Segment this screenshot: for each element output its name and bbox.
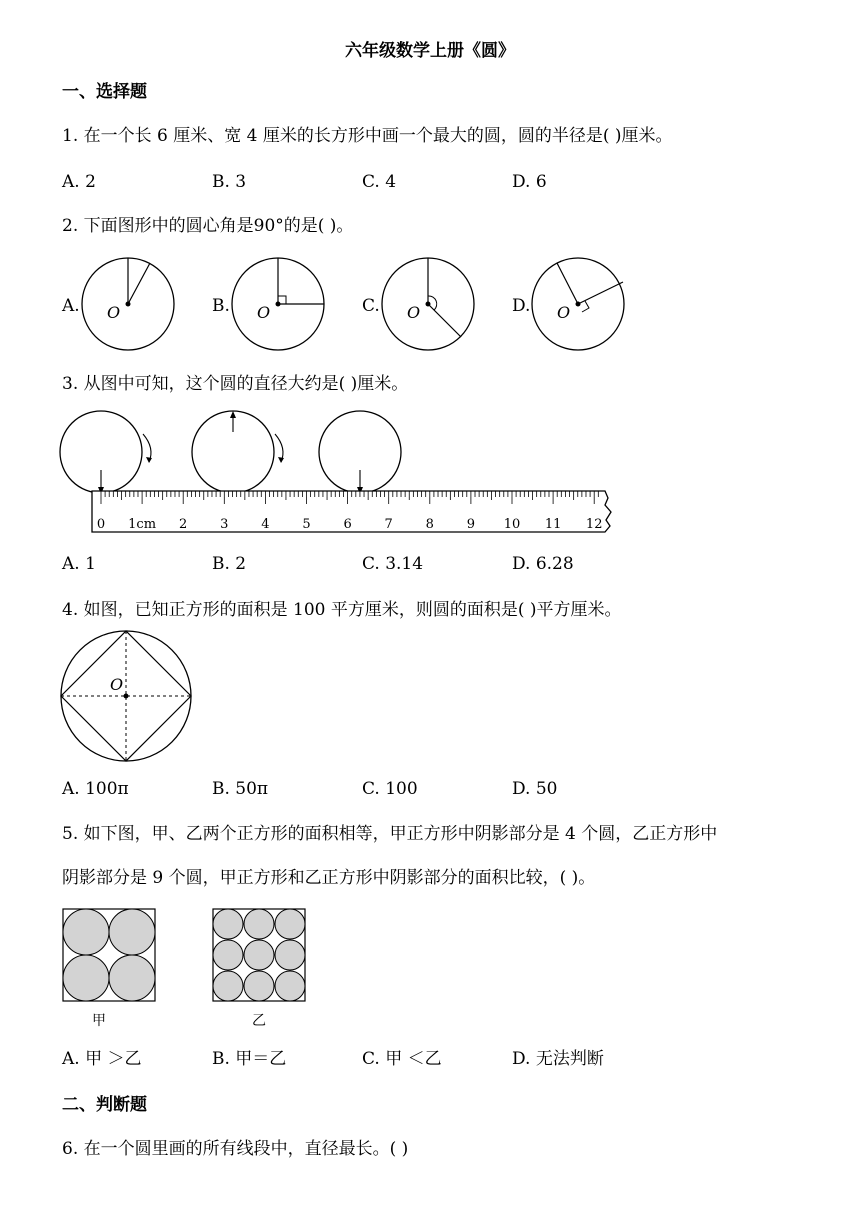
ruler-tick-label: 0 [96,517,106,532]
question-3-option-c[interactable]: C. 3.14 [362,554,424,574]
question-6-text: 6. 在一个圆里画的所有线段中，直径最长。( ) [62,1139,409,1159]
question-5-label-yi: 乙 [252,1013,266,1029]
question-5-square-jia [62,908,158,1004]
ruler-tick-label: 9 [466,517,476,532]
ruler-tick-label: 8 [425,517,434,532]
question-2-figure-c [380,256,480,356]
question-5-text-line-1: 5. 如下图，甲、乙两个正方形的面积相等，甲正方形中阴影部分是 4 个圆，乙正方形中 [62,824,718,844]
question-2-figure-d [530,256,630,356]
question-3-option-a[interactable]: A. 1 [62,554,96,574]
question-1-text: 1. 在一个长 6 厘米、宽 4 厘米的长方形中画一个最大的圆，圆的半径是( )厘米。 [62,126,673,146]
question-2-figure-label-a[interactable]: A. [62,296,80,316]
question-4-text: 4. 如图，已知正方形的面积是 100 平方厘米，则圆的面积是( )平方厘米。 [62,600,622,620]
question-4-option-a[interactable]: A. 100π [62,779,129,799]
section-heading-choice: 一、选择题 [62,82,147,102]
ruler-tick-label: 5 [302,517,311,532]
question-4-option-b[interactable]: B. 50π [212,779,269,799]
question-5-option-a[interactable]: A. 甲 ＞乙 [62,1049,142,1069]
question-5-square-yi [212,908,308,1004]
ruler-tick-label: 12 [585,517,603,532]
center-label: O [257,303,271,322]
ruler-tick-label: 4 [261,517,270,532]
center-label: O [110,675,124,694]
question-5-label-jia: 甲 [92,1013,106,1029]
question-4-option-c[interactable]: C. 100 [362,779,418,799]
ruler-tick-label: 3 [220,517,229,532]
ruler-tick-label: 1cm [128,517,157,532]
question-2-text: 2. 下面图形中的圆心角是90°的是( )。 [62,216,354,236]
question-1-option-b[interactable]: B. 3 [212,172,247,192]
ruler-tick-label: 11 [544,517,562,532]
question-1-option-d[interactable]: D. 6 [512,172,547,192]
question-3-text: 3. 从图中可知，这个圆的直径大约是( )厘米。 [62,374,409,394]
question-4-circle-square-figure [60,630,194,764]
question-1-option-a[interactable]: A. 2 [62,172,96,192]
ruler-tick-label: 6 [343,517,352,532]
question-3-ruler-figure [55,408,620,538]
question-5-option-c[interactable]: C. 甲 ＜乙 [362,1049,442,1069]
page-title: 六年级数学上册《圆》 [345,41,515,61]
question-5-option-b[interactable]: B. 甲＝乙 [212,1049,287,1069]
question-2-figure-a [80,256,180,356]
question-4-option-d[interactable]: D. 50 [512,779,558,799]
question-5-text-line-2: 阴影部分是 9 个圆，甲正方形和乙正方形中阴影部分的面积比较，( )。 [62,868,596,888]
ruler-tick-label: 7 [384,517,393,532]
question-3-option-d[interactable]: D. 6.28 [512,554,574,574]
center-label: O [107,303,121,322]
question-2-figure-label-b[interactable]: B. [212,296,230,316]
question-5-option-d[interactable]: D. 无法判断 [512,1049,604,1069]
center-label: O [557,303,571,322]
section-heading-judgment: 二、判断题 [62,1095,147,1115]
question-3-option-b[interactable]: B. 2 [212,554,247,574]
ruler-tick-label: 10 [503,517,521,532]
question-2-figure-label-c[interactable]: C. [362,296,380,316]
center-label: O [407,303,421,322]
question-2-figure-b [230,256,330,356]
ruler-tick-label: 2 [179,517,188,532]
question-2-figure-label-d[interactable]: D. [512,296,531,316]
question-1-option-c[interactable]: C. 4 [362,172,397,192]
